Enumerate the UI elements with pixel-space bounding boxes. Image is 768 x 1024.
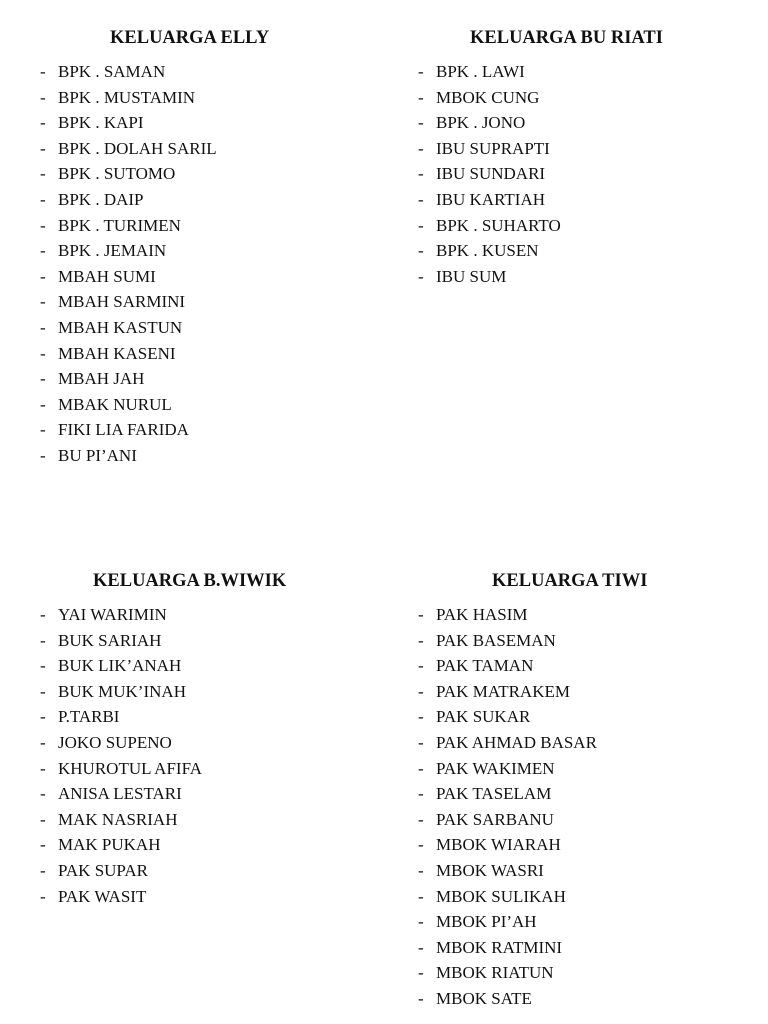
list-item [418,909,748,935]
list-item [418,858,748,884]
list-bullet: - [40,189,46,209]
member-name: MBAH KASTUN [58,317,183,337]
member-name: PAK MATRAKEM [436,681,570,701]
list-item [418,136,748,162]
member-name: PAK TAMAN [436,656,534,676]
list-item [418,807,748,833]
group-title: KELUARGA ELLY [110,28,270,48]
list-item [40,213,370,239]
group-title: KELUARGA BU RIATI [470,28,663,48]
list-bullet: - [418,988,424,1008]
list-bullet: - [418,656,424,676]
member-name: P.TARBI [58,707,120,727]
member-name: MBAK NURUL [58,394,172,414]
list-item [40,110,370,136]
list-item [40,187,370,213]
member-name: YAI WARIMIN [58,605,167,624]
list-item [418,756,748,782]
group-title: KELUARGA TIWI [492,571,648,591]
list-item [40,653,370,679]
list-bullet: - [418,266,424,286]
member-list [40,602,370,909]
list-item [418,884,748,910]
list-item [40,628,370,654]
list-bullet: - [40,369,46,389]
list-bullet: - [418,681,424,701]
member-name: MBOK RIATUN [436,963,554,983]
list-bullet: - [418,113,424,133]
list-bullet: - [40,87,46,107]
group-keluarga-bu-riati [418,26,748,289]
list-item [40,704,370,730]
list-bullet: - [40,241,46,261]
list-item [40,730,370,756]
member-name: ANISA LESTARI [58,784,182,804]
list-item [40,136,370,162]
list-bullet: - [418,87,424,107]
list-bullet: - [418,189,424,209]
list-bullet: - [40,164,46,184]
list-bullet: - [40,343,46,363]
list-item [40,832,370,858]
list-bullet: - [40,215,46,235]
list-item [418,59,748,85]
member-name: IBU SUM [436,266,507,286]
group-title: KELUARGA B.WIWIK [93,571,287,591]
list-item [40,289,370,315]
list-item [40,238,370,264]
member-name: MBAH SUMI [58,266,156,286]
member-name: MAK NASRIAH [58,809,178,829]
member-name: BPK . SAMAN [58,62,166,81]
list-item [40,315,370,341]
member-list [418,602,748,1012]
list-item [418,85,748,111]
member-name: IBU KARTIAH [436,189,545,209]
member-name: IBU SUPRAPTI [436,138,550,158]
member-name: MBOK PI’AH [436,912,537,932]
list-bullet: - [418,62,424,81]
member-name: FIKI LIA FARIDA [58,420,189,440]
list-bullet: - [418,860,424,880]
list-bullet: - [418,138,424,158]
member-name: PAK SARBANU [436,809,554,829]
member-name: MBOK CUNG [436,87,540,107]
list-bullet: - [418,215,424,235]
list-bullet: - [40,138,46,158]
member-name: MBOK WASRI [436,860,544,880]
list-item [418,238,748,264]
list-item [40,807,370,833]
list-bullet: - [40,732,46,752]
list-item [40,443,370,469]
list-item [418,213,748,239]
member-name: PAK HASIM [436,605,528,624]
list-item [418,264,748,290]
member-name: BPK . KUSEN [436,241,539,261]
list-bullet: - [418,809,424,829]
member-name: MBAH SARMINI [58,292,186,312]
group-keluarga-b-wiwik [40,569,370,909]
member-name: MBOK SULIKAH [436,886,566,906]
member-name: IBU SUNDARI [436,164,546,184]
member-name: BPK . SUHARTO [436,215,561,235]
list-bullet: - [40,835,46,855]
member-name: BUK MUK’INAH [58,681,186,701]
member-name: PAK WASIT [58,886,147,906]
member-name: BPK . JONO [436,113,526,133]
member-name: BPK . DAIP [58,189,144,209]
group-keluarga-tiwi [418,569,748,1012]
list-item [40,264,370,290]
list-bullet: - [418,630,424,650]
list-item [418,653,748,679]
member-name: BPK . JEMAIN [58,241,167,261]
list-bullet: - [40,445,46,465]
list-item [40,602,370,628]
list-bullet: - [40,860,46,880]
member-name: BPK . SUTOMO [58,164,176,184]
list-bullet: - [40,292,46,312]
list-item [40,366,370,392]
member-name: PAK SUPAR [58,860,148,880]
list-item [418,935,748,961]
list-item [418,679,748,705]
list-item [418,161,748,187]
list-item [418,704,748,730]
list-bullet: - [40,266,46,286]
list-bullet: - [418,886,424,906]
member-name: KHUROTUL AFIFA [58,758,203,778]
list-item [40,884,370,910]
list-bullet: - [418,707,424,727]
member-name: MBOK WIARAH [436,835,561,855]
list-item [418,628,748,654]
member-name: MBOK SATE [436,988,532,1008]
list-bullet: - [418,963,424,983]
member-list [40,59,370,469]
list-item [40,417,370,443]
list-bullet: - [418,784,424,804]
list-item [418,730,748,756]
member-name: MAK PUKAH [58,835,161,855]
list-bullet: - [40,681,46,701]
list-item [40,781,370,807]
list-bullet: - [40,394,46,414]
list-bullet: - [40,656,46,676]
list-item [40,756,370,782]
list-bullet: - [40,317,46,337]
member-name: MBOK RATMINI [436,937,563,957]
group-keluarga-elly [40,26,370,469]
member-name: MBAH JAH [58,369,145,389]
list-item [418,960,748,986]
list-bullet: - [418,605,424,624]
member-name: BPK . DOLAH SARIL [58,138,217,158]
list-item [418,187,748,213]
member-name: PAK BASEMAN [436,630,556,650]
list-item [40,85,370,111]
list-bullet: - [40,784,46,804]
member-name: BPK . TURIMEN [58,215,181,235]
list-item [40,161,370,187]
list-bullet: - [418,937,424,957]
list-bullet: - [40,707,46,727]
list-item [418,602,748,628]
list-bullet: - [418,164,424,184]
list-item [418,110,748,136]
list-bullet: - [40,62,46,81]
member-name: BU PI’ANI [58,445,137,465]
list-item [40,679,370,705]
list-item [40,341,370,367]
member-name: PAK AHMAD BASAR [436,732,597,752]
member-name: PAK SUKAR [436,707,531,727]
list-bullet: - [40,758,46,778]
member-name: BPK . MUSTAMIN [58,87,196,107]
member-name: BPK . LAWI [436,62,525,81]
list-item [40,59,370,85]
list-bullet: - [40,809,46,829]
list-item [418,832,748,858]
list-bullet: - [418,241,424,261]
member-name: BUK SARIAH [58,630,162,650]
list-bullet: - [40,420,46,440]
member-name: JOKO SUPENO [58,732,172,752]
list-bullet: - [40,886,46,906]
member-name: MBAH KASENI [58,343,176,363]
list-bullet: - [418,912,424,932]
list-bullet: - [418,732,424,752]
list-bullet: - [418,758,424,778]
list-bullet: - [40,113,46,133]
list-bullet: - [418,835,424,855]
member-list [418,59,748,289]
member-name: BPK . KAPI [58,113,144,133]
member-name: BUK LIK’ANAH [58,656,182,676]
member-name: PAK TASELAM [436,784,552,804]
list-bullet: - [40,605,46,624]
list-item [418,781,748,807]
member-name: PAK WAKIMEN [436,758,555,778]
list-item [40,858,370,884]
list-item [40,392,370,418]
list-item [418,986,748,1012]
list-bullet: - [40,630,46,650]
